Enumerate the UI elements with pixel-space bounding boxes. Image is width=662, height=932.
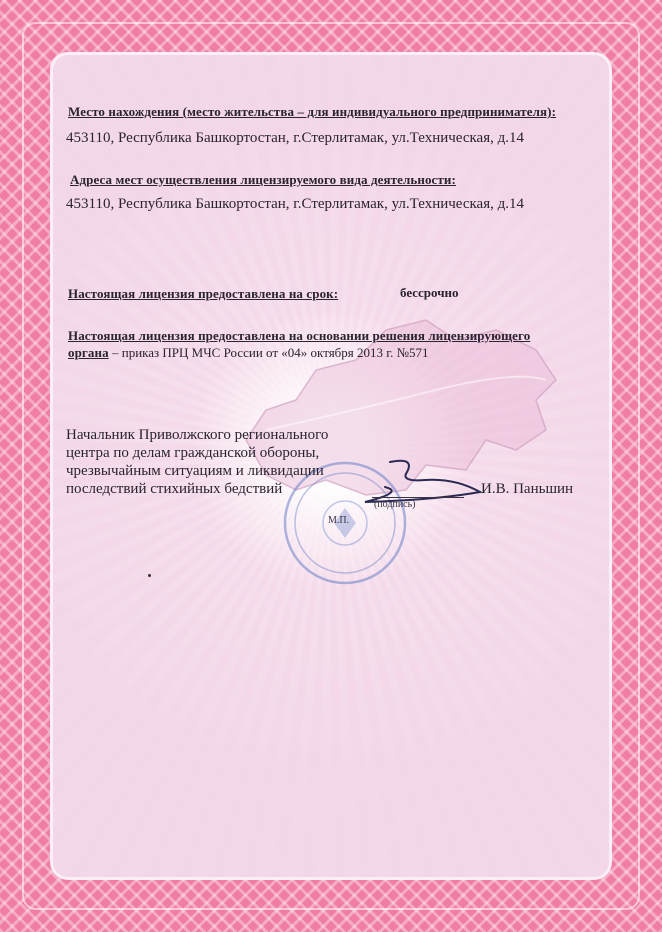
signature-caption: (подпись): [374, 499, 416, 510]
signatory-line2: центра по делам гражданской обороны,: [66, 445, 320, 461]
basis-value: – приказ ПРЦ МЧС России от «04» октября 2013 г. №571: [108, 345, 429, 360]
signatory-name: И.В. Паньшин: [481, 481, 574, 497]
signatory-line1: Начальник Приволжского регионального: [66, 427, 329, 443]
activity-address-label: Адреса мест осуществления лицензируемого вида деятельности:: [70, 172, 456, 187]
basis-label-line1: Настоящая лицензия предоставлена на основании решения лицензирующего: [68, 328, 531, 343]
term-value: бессрочно: [400, 285, 459, 300]
basis-label-line2: органа: [68, 345, 109, 360]
speck: [148, 574, 151, 577]
signature-line: [372, 497, 464, 498]
location-value: 453110, Республика Башкортостан, г.Стерлитамак, ул.Техническая, д.14: [66, 130, 524, 146]
signatory-line4: последствий стихийных бедствий: [66, 481, 283, 497]
basis-line2: [68, 344, 429, 361]
term-label: Настоящая лицензия предоставлена на срок:: [68, 286, 339, 301]
activity-address-value: 453110, Республика Башкортостан, г.Стерлитамак, ул.Техническая, д.14: [66, 196, 524, 212]
location-label: Место нахождения (место жительства – для индивидуального предпринимателя):: [68, 104, 557, 119]
seal-caption: М.П.: [328, 515, 350, 526]
signatory-line3: чрезвычайным ситуациям и ликвидации: [66, 463, 324, 479]
